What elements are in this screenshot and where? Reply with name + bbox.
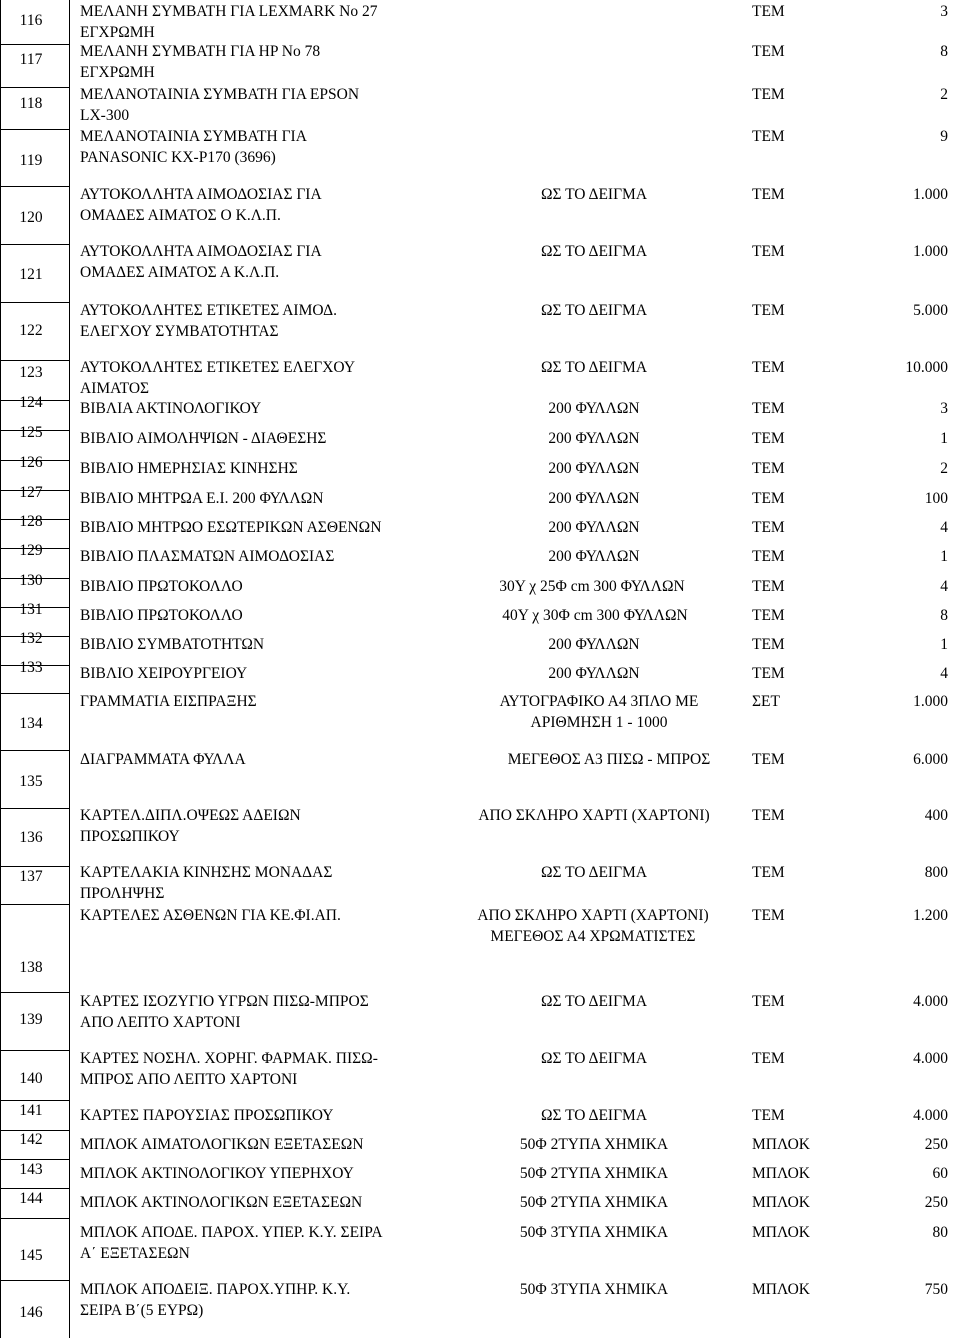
item-unit: ΤΕΜ bbox=[752, 578, 785, 595]
item-description: ΜΠΛΟΚ ΑΚΤΙΝΟΛΟΓΙΚΩΝ ΕΞΕΤΑΣΕΩΝ bbox=[80, 1194, 363, 1211]
item-quantity: 4 bbox=[940, 519, 948, 536]
item-unit: ΤΕΜ bbox=[752, 907, 785, 924]
row-number: 117 bbox=[19, 51, 43, 68]
item-description: ΑΥΤΟΚΟΛΛΗΤΕΣ ΕΤΙΚΕΤΕΣ ΑΙΜΟΔ. bbox=[80, 302, 338, 319]
item-description: ΚΑΡΤΕΛΕΣ ΑΣΘΕΝΩΝ ΓΙΑ ΚΕ.ΦΙ.ΑΠ. bbox=[80, 907, 341, 924]
item-unit: ΤΕΜ bbox=[752, 607, 785, 624]
item-description: ΜΕΛΑΝΗ ΣΥΜΒΑΤΗ ΓΙΑ HP No 78 bbox=[80, 43, 321, 60]
item-quantity: 4.000 bbox=[913, 1050, 948, 1067]
row-separator-line bbox=[0, 750, 70, 751]
item-unit: ΤΕΜ bbox=[752, 636, 785, 653]
item-quantity: 4.000 bbox=[913, 1107, 948, 1124]
item-unit: ΤΕΜ bbox=[752, 490, 785, 507]
row-number: 120 bbox=[19, 209, 43, 226]
row-separator-line bbox=[0, 693, 70, 694]
item-description: ΜΠΛΟΚ ΑΠΟΔΕ. ΠΑΡΟΧ. ΥΠΕΡ. Κ.Υ. ΣΕΙΡΑ bbox=[80, 1224, 383, 1241]
item-description: ΕΛΕΓΧΟΥ ΣΥΜΒΑΤΟΤΗΤΑΣ bbox=[80, 323, 279, 340]
item-quantity: 5.000 bbox=[913, 302, 948, 319]
item-unit: ΜΠΛΟΚ bbox=[752, 1165, 810, 1182]
item-unit: ΤΕΜ bbox=[752, 43, 785, 60]
item-quantity: 4 bbox=[940, 578, 948, 595]
item-description: ΒΙΒΛΙΟ ΜΗΤΡΩΑ Ε.Ι. 200 ΦΥΛΛΩΝ bbox=[80, 490, 324, 507]
item-unit: ΤΕΜ bbox=[752, 400, 785, 417]
item-description: ΟΜΑΔΕΣ ΑΙΜΑΤΟΣ Α Κ.Λ.Π. bbox=[80, 264, 280, 281]
item-quantity: 1.200 bbox=[913, 907, 948, 924]
row-number: 122 bbox=[19, 322, 43, 339]
item-description: ΜΕΛΑΝΟΤΑΙΝΙΑ ΣΥΜΒΑΤΗ ΓΙΑ bbox=[80, 128, 307, 145]
item-quantity: 4.000 bbox=[913, 993, 948, 1010]
item-description: ΠΡΟΛΗΨΗΣ bbox=[80, 885, 165, 902]
row-number: 142 bbox=[19, 1131, 43, 1148]
row-number: 125 bbox=[19, 424, 43, 441]
item-specification: ΩΣ ΤΟ ΔΕΙΓΜΑ bbox=[540, 993, 648, 1010]
item-description: ΒΙΒΛΙΟ ΣΥΜΒΑΤΟΤΗΤΩΝ bbox=[80, 636, 265, 653]
row-number: 123 bbox=[19, 364, 43, 381]
item-specification: 200 ΦΥΛΛΩΝ bbox=[548, 490, 640, 507]
row-number: 145 bbox=[19, 1247, 43, 1264]
row-number: 130 bbox=[19, 572, 43, 589]
item-quantity: 3 bbox=[940, 3, 948, 20]
item-unit: ΤΕΜ bbox=[752, 993, 785, 1010]
item-quantity: 1.000 bbox=[913, 693, 948, 710]
item-quantity: 2 bbox=[940, 86, 948, 103]
item-specification: 200 ΦΥΛΛΩΝ bbox=[548, 430, 640, 447]
row-number: 126 bbox=[19, 454, 43, 471]
item-description: ΠΡΟΣΩΠΙΚΟΥ bbox=[80, 828, 180, 845]
item-description: ΜΠΡΟΣ ΑΠΟ ΛΕΠΤΟ ΧΑΡΤΟΝΙ bbox=[80, 1071, 298, 1088]
row-number: 127 bbox=[19, 484, 43, 501]
item-quantity: 400 bbox=[924, 807, 948, 824]
item-unit: ΜΠΛΟΚ bbox=[752, 1194, 810, 1211]
row-number: 141 bbox=[19, 1102, 43, 1119]
item-specification: ΩΣ ΤΟ ΔΕΙΓΜΑ bbox=[540, 1107, 648, 1124]
item-description: ΒΙΒΛΙΟ ΜΗΤΡΩΟ ΕΣΩΤΕΡΙΚΩΝ ΑΣΘΕΝΩΝ bbox=[80, 519, 382, 536]
row-separator-line bbox=[0, 186, 70, 187]
row-separator-line bbox=[0, 904, 70, 905]
item-quantity: 8 bbox=[940, 607, 948, 624]
row-number: 144 bbox=[19, 1190, 43, 1207]
item-quantity: 800 bbox=[924, 864, 948, 881]
item-quantity: 1 bbox=[940, 636, 948, 653]
item-quantity: 1 bbox=[940, 548, 948, 565]
item-description: ΑΠΟ ΛΕΠΤΟ ΧΑΡΤΟΝΙ bbox=[80, 1014, 241, 1031]
item-specification: 200 ΦΥΛΛΩΝ bbox=[548, 460, 640, 477]
item-description: ΓΡΑΜΜΑΤΙΑ ΕΙΣΠΡΑΞΗΣ bbox=[80, 693, 257, 710]
row-number: 138 bbox=[19, 959, 43, 976]
item-specification: ΩΣ ΤΟ ΔΕΙΓΜΑ bbox=[540, 1050, 648, 1067]
row-separator-line bbox=[0, 1280, 70, 1281]
item-specification: 50Φ 2ΤΥΠΑ ΧΗΜΙΚΑ bbox=[519, 1136, 669, 1153]
item-unit: ΤΕΜ bbox=[752, 186, 785, 203]
number-column-divider bbox=[69, 0, 70, 1338]
item-description: ΜΠΛΟΚ ΑΙΜΑΤΟΛΟΓΙΚΩΝ ΕΞΕΤΑΣΕΩΝ bbox=[80, 1136, 364, 1153]
row-number: 119 bbox=[19, 152, 43, 169]
item-unit: ΣΕΤ bbox=[752, 693, 780, 710]
item-specification: ΑΠΟ ΣΚΛΗΡΟ ΧΑΡΤΙ (ΧΑΡΤΟΝΙ) bbox=[477, 907, 709, 924]
item-quantity: 10.000 bbox=[905, 359, 948, 376]
item-description: ΜΠΛΟΚ ΑΚΤΙΝΟΛΟΓΙΚΟΥ ΥΠΕΡΗΧΟΥ bbox=[80, 1165, 354, 1182]
item-description: ΜΠΛΟΚ ΑΠΟΔΕΙΞ. ΠΑΡΟΧ.ΥΠΗΡ. Κ.Υ. bbox=[80, 1281, 351, 1298]
row-number: 128 bbox=[19, 513, 43, 530]
item-description: ΜΕΛΑΝΗ ΣΥΜΒΑΤΗ ΓΙΑ LEXMARK No 27 bbox=[80, 3, 378, 20]
row-number: 137 bbox=[19, 868, 43, 885]
row-number: 116 bbox=[19, 12, 43, 29]
row-separator-line bbox=[0, 129, 70, 130]
item-quantity: 2 bbox=[940, 460, 948, 477]
row-number: 143 bbox=[19, 1161, 43, 1178]
item-specification: ΑΠΟ ΣΚΛΗΡΟ ΧΑΡΤΙ (ΧΑΡΤΟΝΙ) bbox=[478, 807, 710, 824]
item-specification: 50Φ 2ΤΥΠΑ ΧΗΜΙΚΑ bbox=[519, 1194, 669, 1211]
item-unit: ΤΕΜ bbox=[752, 548, 785, 565]
item-description: ΒΙΒΛΙΟ ΑΙΜΟΛΗΨΙΩΝ - ΔΙΑΘΕΣΗΣ bbox=[80, 430, 327, 447]
row-separator-line bbox=[0, 244, 70, 245]
item-unit: ΤΕΜ bbox=[752, 128, 785, 145]
item-unit: ΤΕΜ bbox=[752, 519, 785, 536]
item-quantity: 100 bbox=[924, 490, 948, 507]
item-unit: ΤΕΜ bbox=[752, 86, 785, 103]
row-separator-line bbox=[0, 44, 70, 45]
item-specification: ΩΣ ΤΟ ΔΕΙΓΜΑ bbox=[540, 302, 648, 319]
row-separator-line bbox=[0, 808, 70, 809]
item-quantity: 750 bbox=[924, 1281, 948, 1298]
item-specification: ΩΣ ΤΟ ΔΕΙΓΜΑ bbox=[540, 186, 648, 203]
item-description: ΑΥΤΟΚΟΛΛΗΤΕΣ ΕΤΙΚΕΤΕΣ ΕΛΕΓΧΟΥ bbox=[80, 359, 356, 376]
item-specification: 200 ΦΥΛΛΩΝ bbox=[548, 519, 640, 536]
item-quantity: 1.000 bbox=[913, 186, 948, 203]
item-unit: ΜΠΛΟΚ bbox=[752, 1136, 810, 1153]
item-unit: ΤΕΜ bbox=[752, 1107, 785, 1124]
item-specification: ΩΣ ΤΟ ΔΕΙΓΜΑ bbox=[540, 864, 648, 881]
item-description: ΚΑΡΤΕΛ.ΔΙΠΛ.ΟΨΕΩΣ ΑΔΕΙΩΝ bbox=[80, 807, 301, 824]
item-description: ΒΙΒΛΙΟ ΧΕΙΡΟΥΡΓΕΙΟΥ bbox=[80, 665, 248, 682]
item-unit: ΤΕΜ bbox=[752, 1050, 785, 1067]
item-unit: ΤΕΜ bbox=[752, 359, 785, 376]
item-description: ΑΥΤΟΚΟΛΛΗΤΑ ΑΙΜΟΔΟΣΙΑΣ ΓΙΑ bbox=[80, 243, 322, 260]
item-quantity: 60 bbox=[932, 1165, 948, 1182]
item-description: ΒΙΒΛΙΟ ΗΜΕΡΗΣΙΑΣ ΚΙΝΗΣΗΣ bbox=[80, 460, 298, 477]
item-description: Α΄ ΕΞΕΤΑΣΕΩΝ bbox=[80, 1245, 190, 1262]
item-description: ΕΓΧΡΩΜΗ bbox=[80, 24, 155, 41]
row-number: 134 bbox=[19, 715, 43, 732]
item-description: ΕΓΧΡΩΜΗ bbox=[80, 64, 155, 81]
item-unit: ΤΕΜ bbox=[752, 243, 785, 260]
item-unit: ΤΕΜ bbox=[752, 430, 785, 447]
row-number: 146 bbox=[19, 1304, 43, 1321]
item-specification: ΑΥΤΟΓΡΑΦΙΚΟ Α4 3ΠΛΟ ΜΕ bbox=[499, 693, 699, 710]
row-number: 121 bbox=[19, 266, 43, 283]
item-unit: ΤΕΜ bbox=[752, 302, 785, 319]
item-description: LX-300 bbox=[80, 107, 130, 124]
item-specification: ΩΣ ΤΟ ΔΕΙΓΜΑ bbox=[540, 359, 648, 376]
item-unit: ΤΕΜ bbox=[752, 864, 785, 881]
item-description: ΚΑΡΤΕΣ ΙΣΟΖΥΓΙΟ ΥΓΡΩΝ ΠΙΣΩ-ΜΠΡΟΣ bbox=[80, 993, 369, 1010]
item-description: ΜΕΛΑΝΟΤΑΙΝΙΑ ΣΥΜΒΑΤΗ ΓΙΑ EPSON bbox=[80, 86, 360, 103]
row-separator-line bbox=[0, 360, 70, 361]
item-description: PANASONIC KX-P170 (3696) bbox=[80, 149, 276, 166]
item-unit: ΤΕΜ bbox=[752, 807, 785, 824]
item-description: ΚΑΡΤΕΛΑΚΙΑ ΚΙΝΗΣΗΣ ΜΟΝΑΔΑΣ bbox=[80, 864, 333, 881]
item-specification: 50Φ 3ΤΥΠΑ ΧΗΜΙΚΑ bbox=[519, 1224, 669, 1241]
item-description: ΒΙΒΛΙΟ ΠΡΩΤΟΚΟΛΛΟ bbox=[80, 578, 243, 595]
row-number: 129 bbox=[19, 542, 43, 559]
item-specification: 200 ΦΥΛΛΩΝ bbox=[548, 665, 640, 682]
item-unit: ΤΕΜ bbox=[752, 665, 785, 682]
item-specification: ΜΕΓΕΘΟΣ Α3 ΠΙΣΩ - ΜΠΡΟΣ bbox=[507, 751, 711, 768]
item-unit: ΜΠΛΟΚ bbox=[752, 1224, 810, 1241]
row-separator-line bbox=[0, 87, 70, 88]
item-quantity: 6.000 bbox=[913, 751, 948, 768]
item-quantity: 250 bbox=[924, 1136, 948, 1153]
item-specification: 30Υ χ 25Φ cm 300 ΦΥΛΛΩΝ bbox=[499, 578, 685, 595]
row-number: 139 bbox=[19, 1011, 43, 1028]
row-number: 135 bbox=[19, 773, 43, 790]
item-description: ΔΙΑΓΡΑΜΜΑΤΑ ΦΥΛΛΑ bbox=[80, 751, 246, 768]
item-quantity: 1 bbox=[940, 430, 948, 447]
item-specification: 200 ΦΥΛΛΩΝ bbox=[548, 548, 640, 565]
item-description: ΣΕΙΡΑ Β΄(5 ΕΥΡΩ) bbox=[80, 1302, 204, 1319]
item-unit: ΜΠΛΟΚ bbox=[752, 1281, 810, 1298]
item-unit: ΤΕΜ bbox=[752, 751, 785, 768]
item-specification: ΑΡΙΘΜΗΣΗ 1 - 1000 bbox=[530, 714, 668, 731]
row-separator-line bbox=[0, 1218, 70, 1219]
item-description: ΑΥΤΟΚΟΛΛΗΤΑ ΑΙΜΟΔΟΣΙΑΣ ΓΙΑ bbox=[80, 186, 322, 203]
item-description: ΟΜΑΔΕΣ ΑΙΜΑΤΟΣ Ο Κ.Λ.Π. bbox=[80, 207, 281, 224]
item-description: ΒΙΒΛΙΑ ΑΚΤΙΝΟΛΟΓΙΚΟΥ bbox=[80, 400, 262, 417]
item-description: ΒΙΒΛΙΟ ΠΛΑΣΜΑΤΩΝ ΑΙΜΟΔΟΣΙΑΣ bbox=[80, 548, 335, 565]
row-number: 136 bbox=[19, 829, 43, 846]
item-specification: 50Φ 2ΤΥΠΑ ΧΗΜΙΚΑ bbox=[519, 1165, 669, 1182]
item-specification: ΜΕΓΕΘΟΣ Α4 ΧΡΩΜΑΤΙΣΤΕΣ bbox=[490, 928, 696, 945]
row-number: 124 bbox=[19, 394, 43, 411]
item-specification: 200 ΦΥΛΛΩΝ bbox=[548, 400, 640, 417]
item-unit: ΤΕΜ bbox=[752, 3, 785, 20]
item-specification: 40Υ χ 30Φ cm 300 ΦΥΛΛΩΝ bbox=[502, 607, 688, 624]
item-quantity: 4 bbox=[940, 665, 948, 682]
item-specification: ΩΣ ΤΟ ΔΕΙΓΜΑ bbox=[540, 243, 648, 260]
item-specification: 200 ΦΥΛΛΩΝ bbox=[548, 636, 640, 653]
row-number: 132 bbox=[19, 630, 43, 647]
item-description: ΒΙΒΛΙΟ ΠΡΩΤΟΚΟΛΛΟ bbox=[80, 607, 243, 624]
row-separator-line bbox=[0, 992, 70, 993]
item-description: ΑΙΜΑΤΟΣ bbox=[80, 380, 150, 397]
item-quantity: 3 bbox=[940, 400, 948, 417]
item-unit: ΤΕΜ bbox=[752, 460, 785, 477]
row-separator-line bbox=[0, 1050, 70, 1051]
row-number: 133 bbox=[19, 659, 43, 676]
row-number: 118 bbox=[19, 95, 43, 112]
item-quantity: 8 bbox=[940, 43, 948, 60]
item-specification: 50Φ 3ΤΥΠΑ ΧΗΜΙΚΑ bbox=[519, 1281, 669, 1298]
row-number: 131 bbox=[19, 601, 43, 618]
row-separator-line bbox=[0, 302, 70, 303]
item-quantity: 250 bbox=[924, 1194, 948, 1211]
item-description: ΚΑΡΤΕΣ ΠΑΡΟΥΣΙΑΣ ΠΡΟΣΩΠΙΚΟΥ bbox=[80, 1107, 334, 1124]
item-quantity: 9 bbox=[940, 128, 948, 145]
item-description: ΚΑΡΤΕΣ ΝΟΣΗΛ. ΧΟΡΗΓ. ΦΑΡΜΑΚ. ΠΙΣΩ- bbox=[80, 1050, 378, 1067]
item-quantity: 80 bbox=[932, 1224, 948, 1241]
row-number: 140 bbox=[19, 1070, 43, 1087]
item-quantity: 1.000 bbox=[913, 243, 948, 260]
